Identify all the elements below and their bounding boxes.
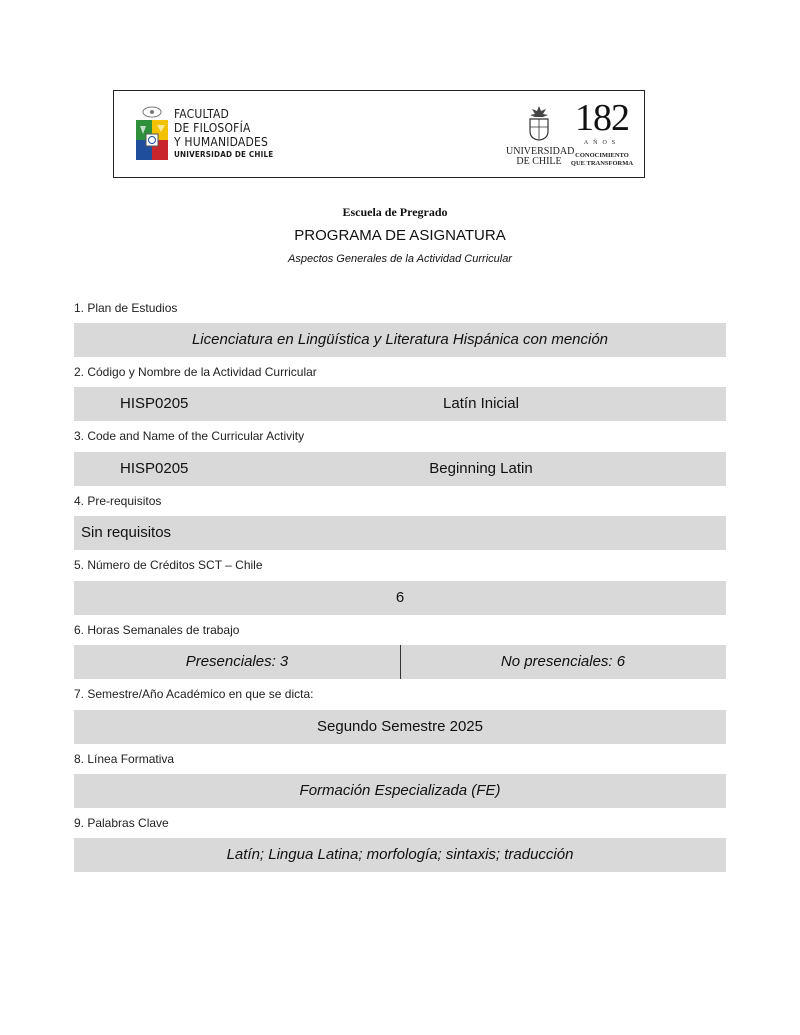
- section-4-field: [74, 516, 726, 550]
- course-name-es: Latín Inicial: [443, 395, 519, 412]
- tagline-line-2: QUE TRANSFORMA: [570, 160, 634, 167]
- faculty-line-2: DE FILOSOFÍA: [174, 121, 251, 135]
- formative-line-value: Formación Especializada (FE): [299, 782, 501, 799]
- plan-de-estudios-value: Licenciatura en Lingüística y Literatura Hispánica con mención: [191, 331, 609, 348]
- faculty-name: [174, 107, 273, 161]
- keywords-value: Latín; Lingua Latina; morfología; sintaxis; traducción: [226, 846, 574, 863]
- section-9-field: [74, 838, 726, 872]
- anniversary-anos: AÑOS: [583, 140, 621, 146]
- faculty-university-line: UNIVERSIDAD DE CHILE: [174, 150, 274, 159]
- section-9-label: 9. Palabras Clave: [74, 816, 169, 830]
- school-name: Escuela de Pregrado: [342, 205, 448, 219]
- hours-no-presenciales: No presenciales: 6: [500, 653, 626, 670]
- course-name-en: Beginning Latin: [429, 460, 533, 477]
- section-1-label: 1. Plan de Estudios: [74, 301, 178, 315]
- section-2-field: [74, 387, 726, 421]
- semester-value: Segundo Semestre 2025: [317, 718, 483, 735]
- hours-presenciales: Presenciales: 3: [185, 653, 289, 670]
- university-line-1: UNIVERSIDAD: [506, 146, 575, 157]
- section-5-field: [74, 581, 726, 615]
- university-seal-logo: [526, 105, 552, 141]
- university-name: [506, 146, 575, 167]
- section-8-label: 8. Línea Formativa: [74, 752, 175, 766]
- section-7-label: 7. Semestre/Año Académico en que se dicta:: [74, 687, 314, 701]
- section-1-field: [74, 323, 726, 357]
- page-title: PROGRAMA DE ASIGNATURA: [294, 227, 506, 244]
- section-3-label: 3. Code and Name of the Curricular Activity: [74, 429, 305, 443]
- prerequisites-value: Sin requisitos: [81, 524, 172, 541]
- course-code-es: HISP0205: [120, 395, 189, 412]
- section-6-label: 6. Horas Semanales de trabajo: [74, 623, 240, 637]
- section-4-label: 4. Pre-requisitos: [74, 494, 162, 508]
- section-5-label: 5. Número de Créditos SCT – Chile: [74, 558, 263, 572]
- faculty-line-1: FACULTAD: [174, 107, 230, 121]
- faculty-shield-logo: [134, 106, 170, 164]
- tagline-line-1: CONOCIMIENTO: [575, 152, 629, 159]
- university-line-2: DE CHILE: [516, 156, 562, 167]
- section-3-field: [74, 452, 726, 486]
- section-6-field: [74, 645, 726, 679]
- credits-value: 6: [395, 589, 405, 606]
- header-logo-box: [113, 90, 645, 178]
- page-subtitle: Aspectos Generales de la Actividad Curricular: [288, 253, 512, 265]
- section-8-field: [74, 774, 726, 808]
- section-2-label: 2. Código y Nombre de la Actividad Curricular: [74, 365, 317, 379]
- course-code-en: HISP0205: [120, 460, 189, 477]
- faculty-line-3: Y HUMANIDADES: [174, 135, 269, 149]
- anniversary-number: 182: [575, 97, 629, 139]
- section-7-field: [74, 710, 726, 744]
